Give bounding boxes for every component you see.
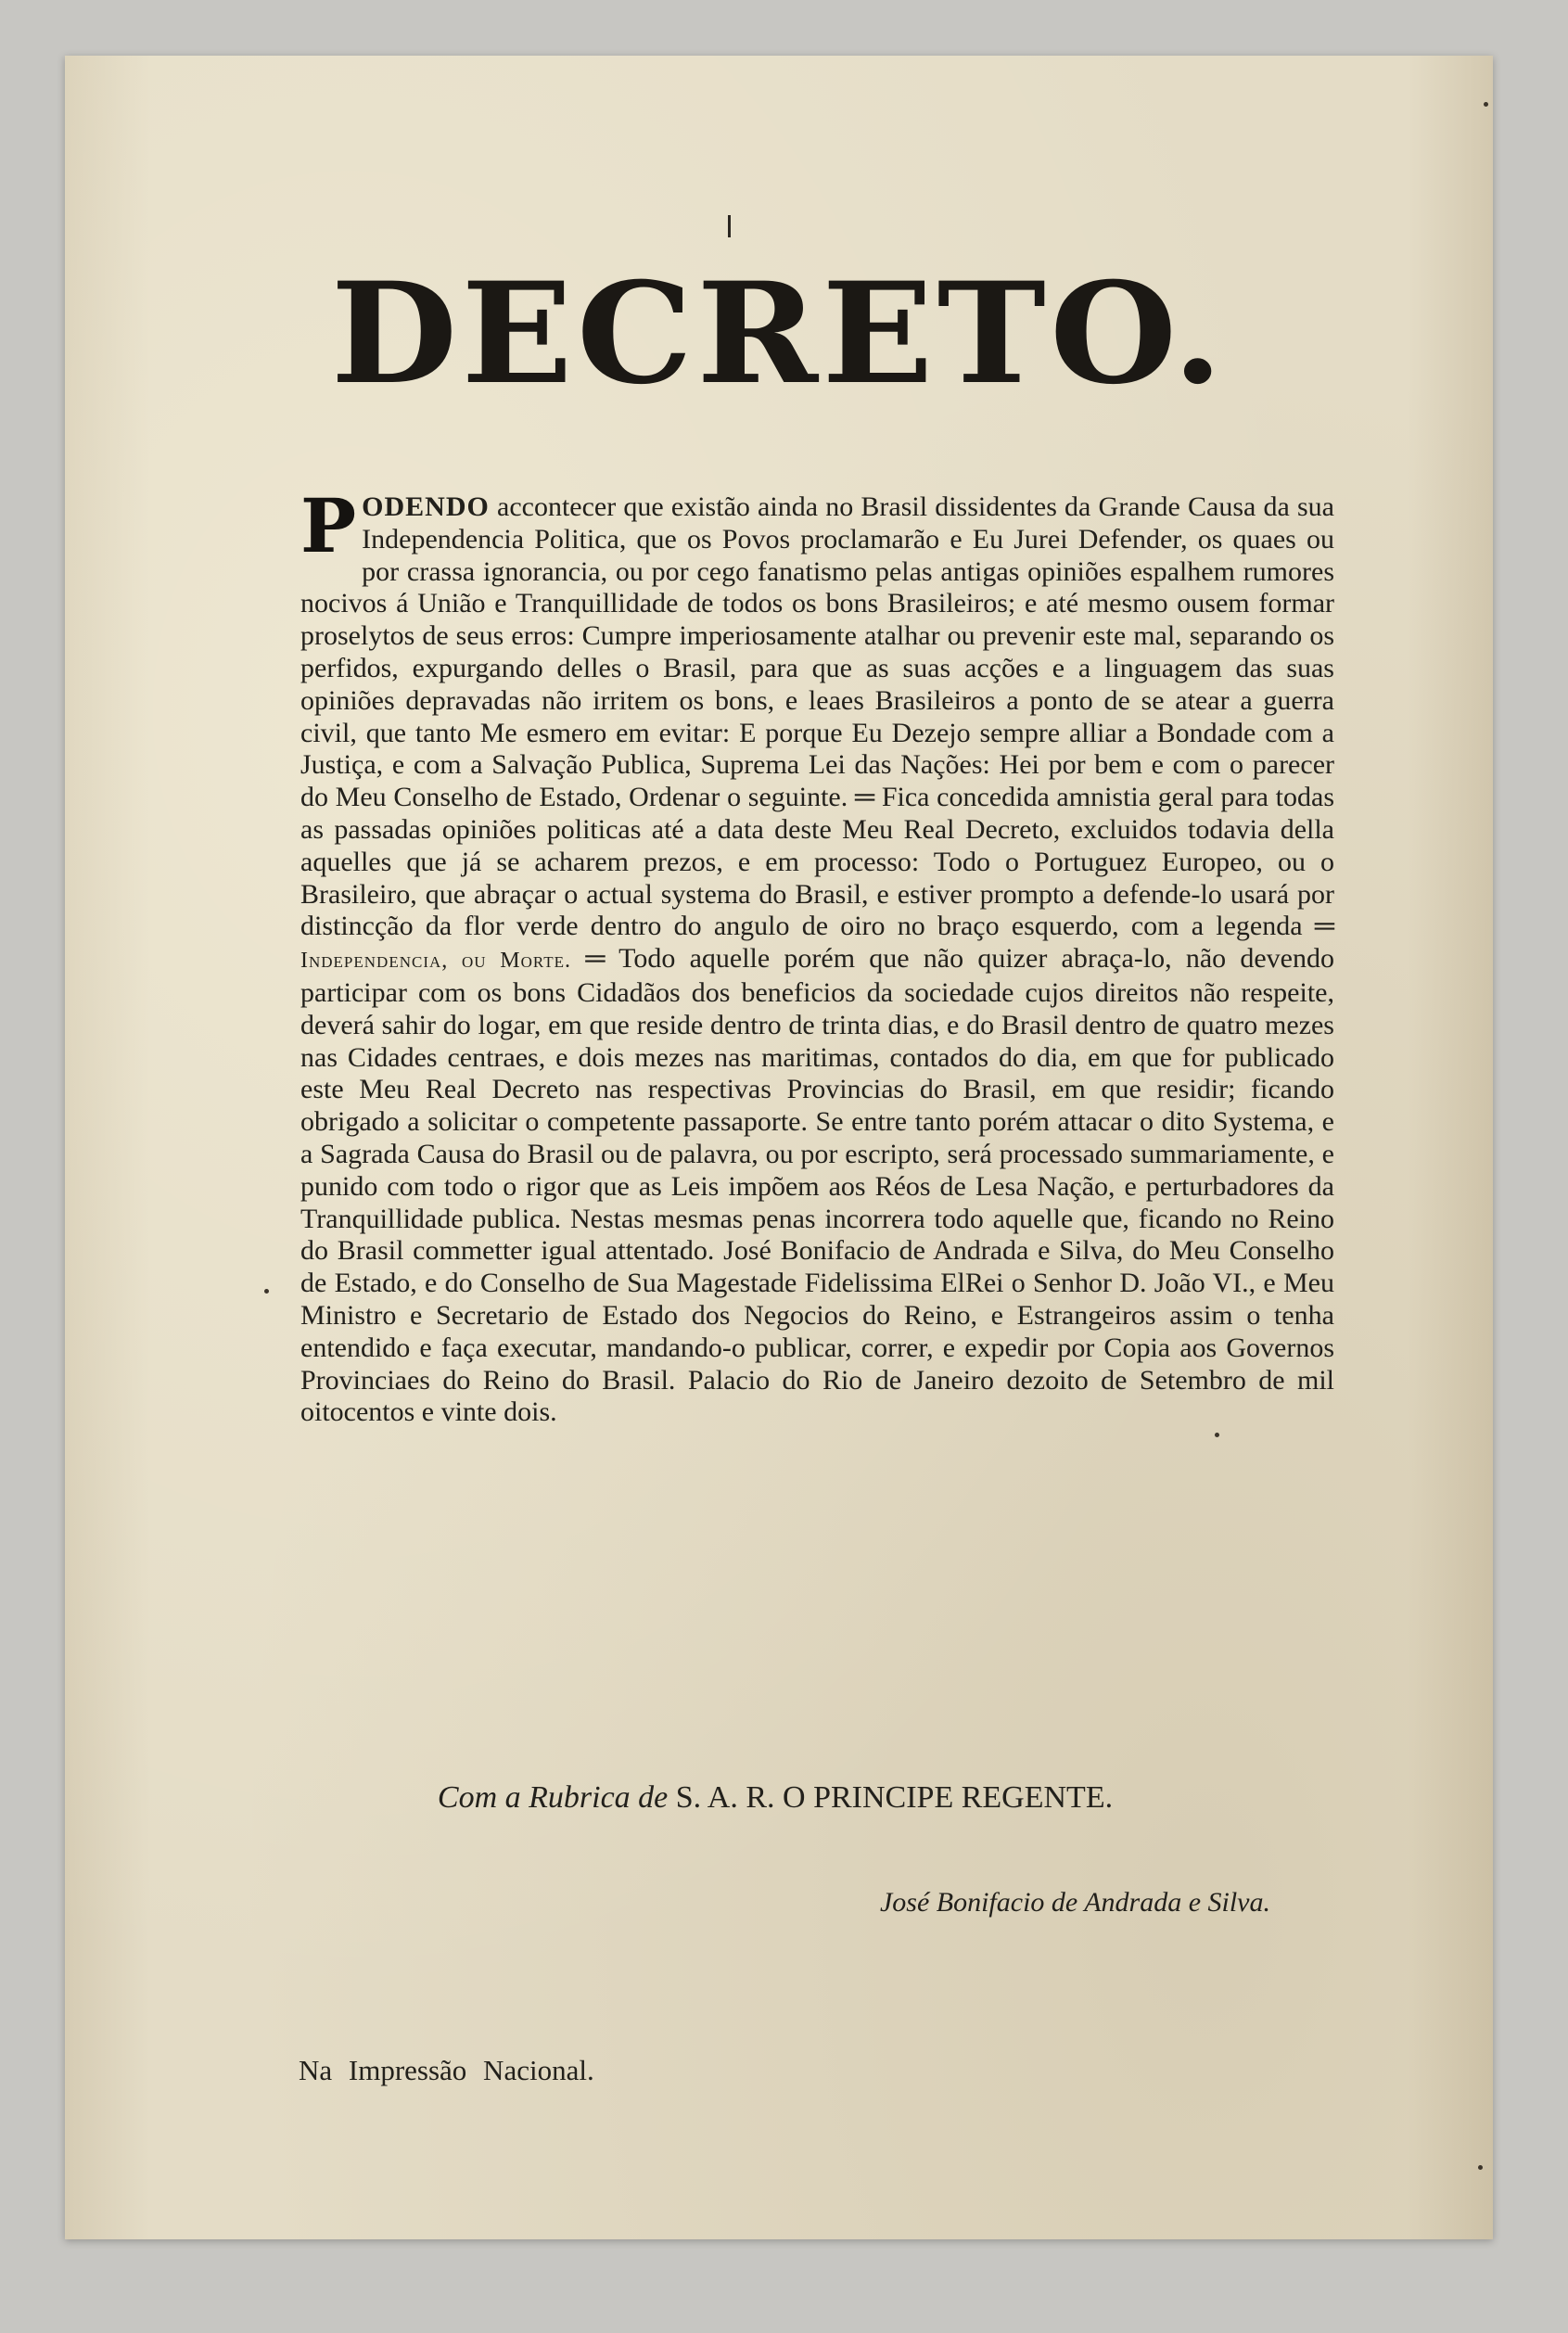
signature: José Bonifacio de Andrada e Silva. [879, 1887, 1270, 1918]
printer-imprint: Na Impressão Nacional. [299, 2054, 594, 2086]
drop-cap: P [300, 482, 357, 569]
paper-speck [1478, 2165, 1483, 2170]
paper-speck [1484, 102, 1488, 107]
decree-text-part2: ═ Todo aquelle porém que não quizer abraça-lo, não devendo participar com os bons Cidadãos dos beneficios da sociedade cujos direitos não respeite, deverá sahir do logar, em que reside dentro de trinta dias, e do Brasil dentro de quatro mezes nas Cidades centraes, e dois mezes nas maritimas, contados do dia, em que for publicado este Meu Real Decreto nas respectivas Provincias do Brasil, em que residir; ficando obrigado a solicitar o competente passaporte. Se entre tanto porém attacar o dito Systema, e a Sagrada Causa do Brasil ou de palavra, ou por escripto, será processado summariamente, e punido com todo o rigor que as Leis impõem aos Réos de Lesa Nação, e perturbadores da Tranquillidade publica. Nestas mesmas penas incorrera todo aquelle que, ficando no Reino do Brasil commetter igual attentado. José Bonifacio de Andrada e Silva, do Meu Conselho de Estado, e do Conselho de Sua Magestade Fidelissima ElRei o Senhor D. João VI., e Meu Ministro e Secretario de Estado dos Negocios do Reino, e Estrangeiros assim o tenha entendido e faça executar, mandando-o publicar, correr, e expedir por Copia aos Governos Provinciaes do Reino do Brasil. Palacio do Rio de Janeiro dezoito de Setembro de mil oitocentos e vinte dois. [300, 943, 1334, 1428]
paper-speck [1215, 1433, 1219, 1437]
decree-title: DECRETO. [330, 252, 1228, 415]
paper-speck [264, 1289, 269, 1294]
rubrica-line [61, 1780, 1489, 1816]
decree-sheet [65, 56, 1493, 2239]
decree-text-part1: accontecer que existão ainda no Brasil dissidentes da Grande Causa da sua Independencia Politica, que os Povos proclamarão e Eu Jurei Defender, os quaes ou por crassa ignorancia, ou por cego fanatismo pelas antigas opiniões espalhem rumores nocivos á União e Tranquillidade de todos os bons Brasileiros; e até mesmo ousem formar proselytos de seus erros: Cumpre imperiosamente atalhar ou prevenir este mal, separando os perfidos, expurgando delles o Brasil, para que as suas acções e a linguagem das suas opiniões depravadas não irritem os bons, e leaes Brasileiros a ponto de se atear a guerra civil, que tanto Me esmero em evitar: E porque Eu Dezejo sempre alliar a Bondade com a Justiça, e com a Salvação Publica, Suprema Lei das Nações: Hei por bem e com o parecer do Meu Conselho de Estado, Ordenar o seguinte. ═ Fica concedida amnistia geral para todas as passadas opiniões politicas até a data deste Meu Real Decreto, excluidos todavia della aquelles que já se acharem prezos, e em processo: Todo o Portuguez Europeo, ou o Brasileiro, que abraçar o actual systema do Brasil, e estiver prompto a defende-lo usará por distincção da flor verde dentro do angulo de oiro no braço esquerdo, com a legenda ═ [300, 491, 1334, 942]
rubrica-regent: S. A. R. O PRINCIPE REGENTE. [675, 1780, 1114, 1815]
decree-paragraph [300, 482, 1334, 1429]
rubrica-italic: Com a Rubrica de [437, 1780, 669, 1815]
ink-mark [728, 215, 731, 237]
lead-word: ODENDO [362, 491, 490, 522]
decree-motto: Independencia, ou Morte. [300, 949, 571, 974]
decree-body [300, 482, 1334, 1429]
